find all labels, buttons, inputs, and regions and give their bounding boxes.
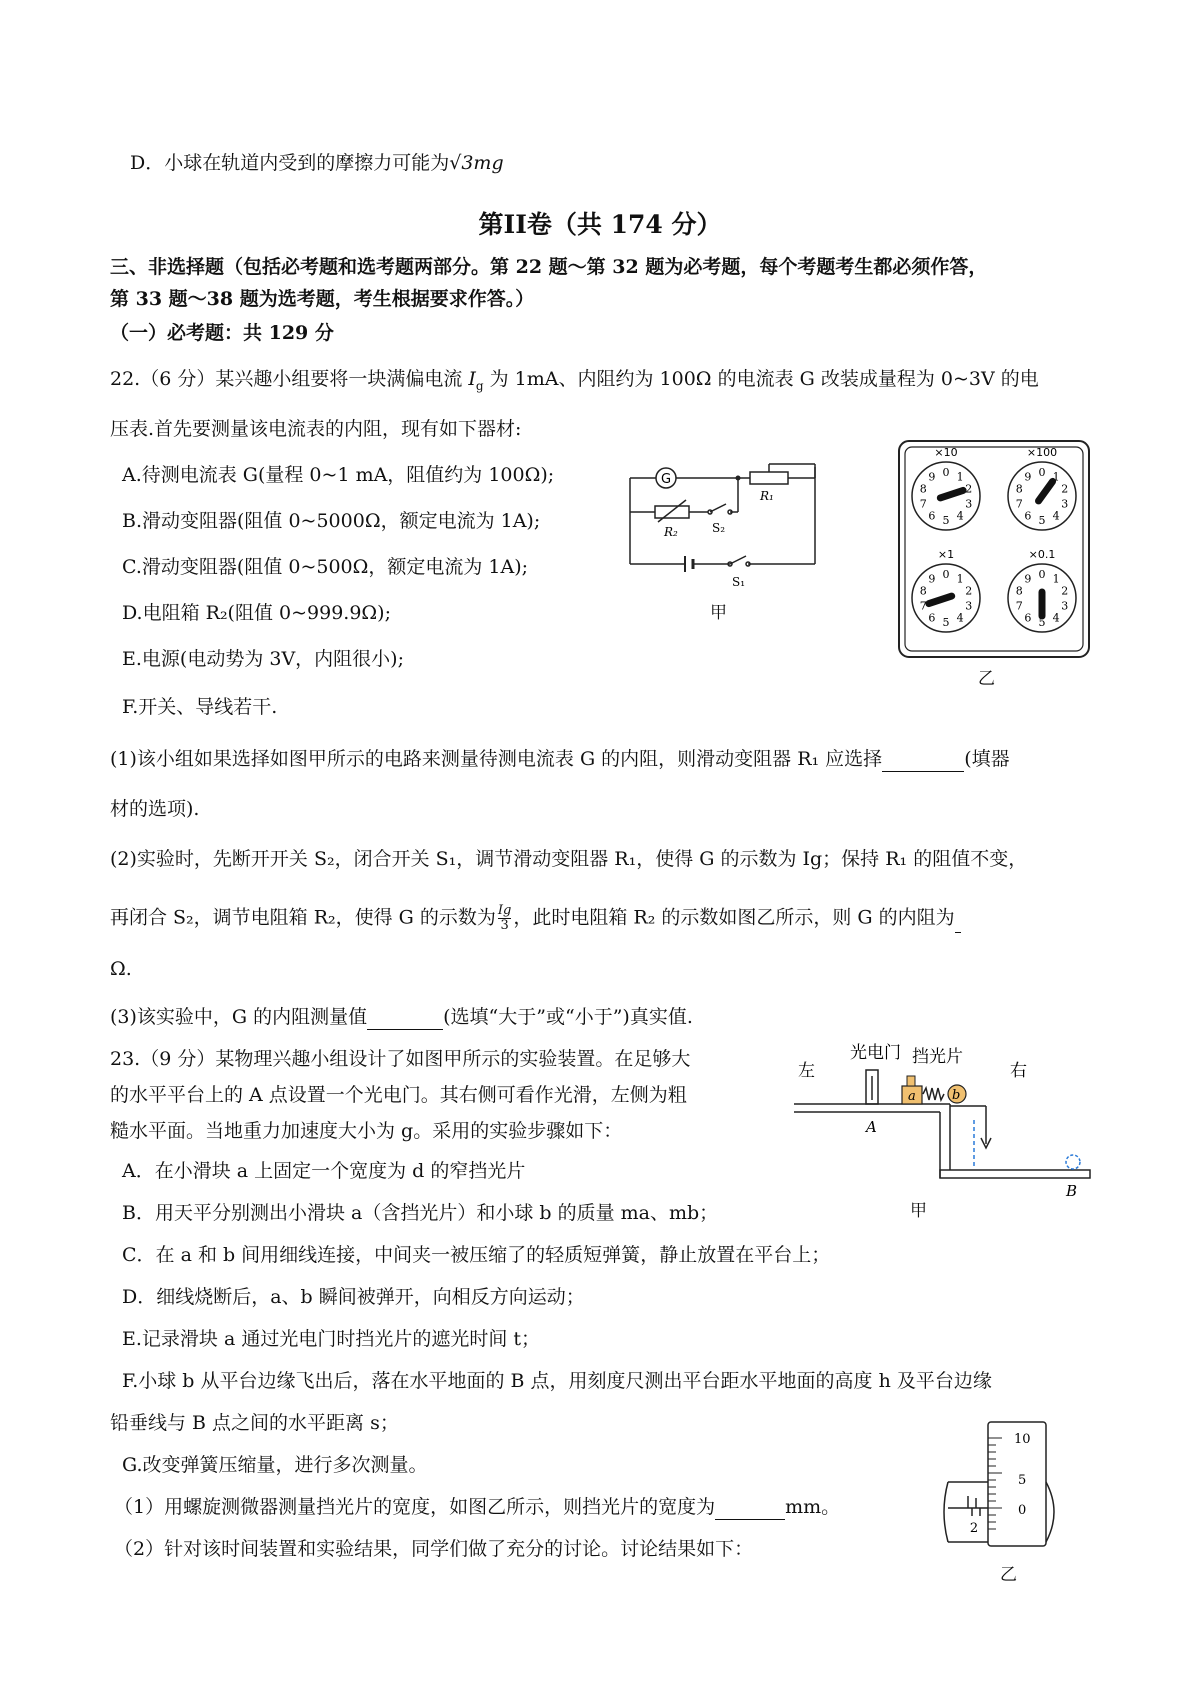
- q22-part1-blank[interactable]: [882, 751, 964, 772]
- dial-pointer: [929, 596, 952, 604]
- section3-required: （一）必考题：共 129 分: [110, 322, 334, 344]
- q22-part2-line1: (2)实验时，先断开开关 S₂，闭合开关 S₁，调节滑动变阻器 R₁，使得 G 的示数为 Ig；保持 R₁ 的阻值不变，: [110, 848, 1028, 870]
- q23-figure-yi-caption: 乙: [1000, 1565, 1017, 1585]
- q23-step-b: B．用天平分别测出小滑块 a（含挡光片）和小球 b 的质量 ma、mb；: [122, 1202, 719, 1224]
- q23-part1: （1）用螺旋测微器测量挡光片的宽度，如图乙所示，则挡光片的宽度为 mm。: [114, 1496, 841, 1518]
- dial-digit: 8: [919, 482, 927, 496]
- q22-item-f: F.开关、导线若干.: [122, 696, 278, 718]
- q22-figure-yi-caption: 乙: [978, 669, 995, 689]
- dial-digit: 8: [1015, 584, 1023, 598]
- r2-label: R₂: [664, 525, 678, 539]
- dial-digit: 1: [956, 470, 964, 484]
- q22-figure-yi-resistance-box: [898, 440, 1090, 658]
- q22-part1-line2: 材的选项).: [110, 798, 200, 820]
- dial-digit: 2: [1061, 482, 1069, 496]
- dial-multiplier-label: ×0.1: [1028, 548, 1056, 561]
- q23-step-g: G.改变弹簧压缩量，进行多次测量。: [122, 1454, 428, 1476]
- apparatus-diagram: [790, 1040, 1100, 1200]
- dial-digit: 4: [1052, 611, 1060, 625]
- landing-ball: [1066, 1155, 1080, 1169]
- dial-digit: 4: [1052, 509, 1060, 523]
- q22-stem-line2: 压表.首先要测量该电流表的内阻，现有如下器材:: [110, 418, 522, 440]
- q22-item-d: D.电阻箱 R₂(阻值 0~999.9Ω);: [122, 602, 391, 624]
- main-scale-label: 2: [969, 1521, 979, 1536]
- q23-part1-blank[interactable]: [715, 1499, 785, 1520]
- q22-item-e: E.电源(电动势为 3V，内阻很小);: [122, 648, 404, 670]
- label-a: a: [908, 1089, 916, 1104]
- dial-digit: 0: [1038, 568, 1046, 581]
- dial-digit: 3: [1061, 599, 1069, 613]
- dial-digit: 3: [965, 497, 973, 511]
- dial-multiplier-label: ×10: [934, 446, 958, 459]
- dial-digit: 8: [919, 584, 927, 598]
- dial-digit: 2: [965, 584, 973, 598]
- dial-digit: 2: [1061, 584, 1069, 598]
- dial-digit: 3: [965, 599, 973, 613]
- galvanometer-label: G: [660, 472, 672, 487]
- q22-part3: (3)该实验中，G 的内阻测量值 (选填“大于”或“小于”)真实值.: [110, 1006, 693, 1028]
- dial-pointer: [940, 490, 963, 498]
- label-gate: 光电门: [850, 1043, 901, 1063]
- s1-label: S₁: [732, 575, 746, 589]
- q22-part3-blank[interactable]: [367, 1009, 443, 1030]
- dial-digit: 7: [1015, 497, 1023, 511]
- q23-stem-line2: 的水平平台上的 A 点设置一个光电门。其右侧可看作光滑，左侧为粗: [110, 1084, 687, 1106]
- dial-digit: 6: [1024, 611, 1032, 625]
- q23-step-f-line2: 铅垂线与 B 点之间的水平距离 s；: [110, 1412, 399, 1434]
- shutter-plate: [907, 1076, 915, 1086]
- q23-step-e: E.记录滑块 a 通过光电门时挡光片的遮光时间 t；: [122, 1328, 540, 1350]
- q23-figure-jia-caption: 甲: [910, 1201, 927, 1221]
- dial-digit: 0: [942, 466, 950, 479]
- dial-digit: 9: [928, 572, 936, 586]
- section3-line1: 三、非选择题（包括必考题和选考题两部分。第 22 题～第 32 题为必考题，每个考题考生都必须作答，: [110, 256, 988, 278]
- fraction-ig-over-3: $\frac{Ig}{3}$: [497, 903, 512, 933]
- dial-digit: 6: [1024, 509, 1032, 523]
- label-left: 左: [798, 1061, 815, 1081]
- q22-item-b: B.滑动变阻器(阻值 0~5000Ω，额定电流为 1A);: [122, 510, 541, 532]
- q22-part2-blank[interactable]: [955, 912, 961, 933]
- dial-digit: 7: [919, 599, 927, 613]
- dial-digit: 6: [928, 611, 936, 625]
- q23-figure-jia-apparatus: [790, 1040, 1100, 1200]
- dial-digit: 2: [965, 482, 973, 496]
- dial-multiplier-label: ×100: [1026, 446, 1058, 459]
- label-point-b: B: [1066, 1182, 1078, 1200]
- q22-figure-jia-caption: 甲: [710, 603, 727, 623]
- dial-digit: 6: [928, 509, 936, 523]
- dial-digit: 5: [942, 514, 950, 527]
- dial-digit: 1: [1052, 470, 1060, 484]
- dial-digit: 5: [1038, 616, 1046, 629]
- q23-step-a: A．在小滑块 a 上固定一个宽度为 d 的窄挡光片: [122, 1160, 526, 1182]
- q23-step-f-line1: F.小球 b 从平台边缘飞出后，落在水平地面的 B 点，用刻度尺测出平台距水平地面的高度 h 及平台边缘: [122, 1370, 992, 1392]
- section3-line2: 第 33 题～38 题为选考题，考生根据要求作答。）: [110, 288, 535, 310]
- q23-step-d: D．细线烧断后，a、b 瞬间被弹开，向相反方向运动；: [122, 1286, 585, 1308]
- dials-group: [912, 446, 1076, 632]
- dial-digit: 8: [1015, 482, 1023, 496]
- dial-digit: 0: [942, 568, 950, 581]
- s2-label: S₂: [712, 521, 726, 535]
- q22-part2-line2: 再闭合 S₂，调节电阻箱 R₂，使得 G 的示数为 $\frac{Ig}{3}$ ，此时电阻箱 R₂ 的示数如图乙所示，则 G 的内阻为: [110, 904, 961, 933]
- q23-figure-yi-micrometer: [938, 1412, 1068, 1552]
- label-right: 右: [1010, 1061, 1027, 1081]
- q22-stem-line1: 22.（6 分）某兴趣小组要将一块满偏电流 $I_g$ 为 1mA、内阻约为 100Ω 的电流表 G 改装成量程为 0~3V 的电: [110, 368, 1039, 393]
- q22-part1-line1: (1)该小组如果选择如图甲所示的电路来测量待测电流表 G 的内阻，则滑动变阻器 R₁ 应选择 (填器: [110, 748, 1010, 770]
- dial-digit: 4: [956, 509, 964, 523]
- thimble-label-10: 10: [1014, 1432, 1031, 1447]
- part2-title: 第II卷（共 174 分）: [478, 210, 722, 239]
- q21-option-d-math: √3mg: [449, 152, 504, 174]
- dial-digit: 9: [1024, 572, 1032, 586]
- dial-digit: 1: [1052, 572, 1060, 586]
- dial-digit: 5: [1038, 514, 1046, 527]
- r1-label: R₁: [760, 489, 774, 503]
- dial-digit: 1: [956, 572, 964, 586]
- q22-part2-line3: Ω.: [110, 958, 132, 980]
- dial-pointer: [1039, 481, 1053, 501]
- thimble-ticks: [988, 1438, 1002, 1529]
- thimble-label-5: 5: [1018, 1473, 1027, 1488]
- q23-stem-line1: 23.（9 分）某物理兴趣小组设计了如图甲所示的实验装置。在足够大: [110, 1048, 691, 1070]
- dial-digit: 5: [942, 616, 950, 629]
- dial-digit: 0: [1038, 466, 1046, 479]
- dial-digit: 9: [928, 470, 936, 484]
- q22-figure-jia-circuit: [620, 452, 850, 622]
- q21-option-d: D．小球在轨道内受到的摩擦力可能为√3mg: [130, 152, 504, 174]
- q23-stem-line3: 糙水平面。当地重力加速度大小为 g。采用的实验步骤如下：: [110, 1120, 623, 1142]
- resistance-box: [898, 440, 1090, 658]
- dial-digit: 7: [919, 497, 927, 511]
- q22-item-a: A.待测电流表 G(量程 0~1 mA，阻值约为 100Ω);: [122, 464, 555, 486]
- q23-part2: （2）针对该时间装置和实验结果，同学们做了充分的讨论。讨论结果如下：: [114, 1538, 754, 1560]
- q23-step-c: C．在 a 和 b 间用细线连接，中间夹一被压缩了的轻质短弹簧，静止放置在平台上；: [122, 1244, 831, 1266]
- dial-digit: 7: [1015, 599, 1023, 613]
- label-b: b: [952, 1088, 961, 1103]
- dial-digit: 4: [956, 611, 964, 625]
- dial-digit: 3: [1061, 497, 1069, 511]
- label-shutter: 挡光片: [912, 1047, 963, 1067]
- thimble-label-0: 0: [1018, 1503, 1027, 1518]
- label-point-a: A: [866, 1118, 877, 1136]
- circuit-diagram: [620, 452, 850, 622]
- q22-item-c: C.滑动变阻器(阻值 0~500Ω，额定电流为 1A);: [122, 556, 529, 578]
- junction-dot: [736, 476, 741, 481]
- dial-digit: 9: [1024, 470, 1032, 484]
- micrometer-diagram: [938, 1412, 1068, 1552]
- dial-multiplier-label: ×1: [937, 548, 955, 561]
